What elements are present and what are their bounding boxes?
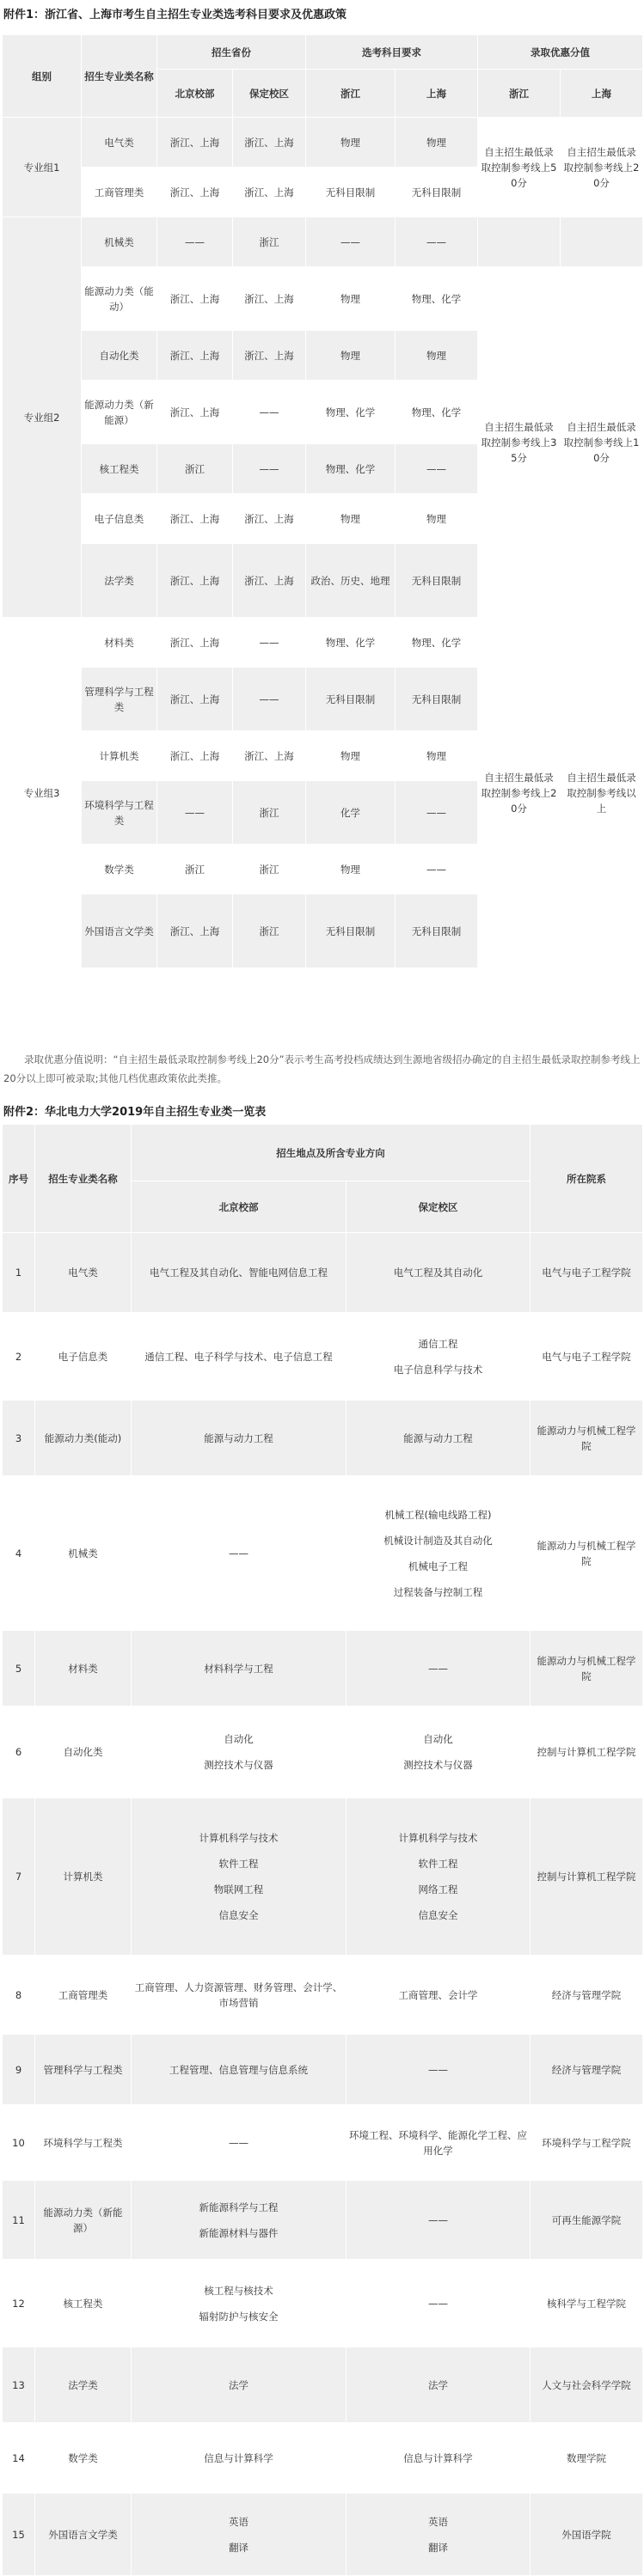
- major-cell: 电子信息类: [35, 1313, 132, 1401]
- direction-item: 工商管理、会计学: [398, 1988, 478, 2001]
- direction-item: 辐射防护与核安全: [199, 2310, 279, 2323]
- beijing-direction-cell: [132, 2105, 347, 2181]
- school-cell: 可再生能源学院: [531, 2181, 643, 2260]
- school-cell: 控制与计算机工程学院: [531, 1798, 643, 1956]
- direction-item: 软件工程: [418, 1858, 458, 1870]
- table-row: [3, 2260, 643, 2347]
- zhejiang-subject-cell: 物理: [306, 118, 396, 168]
- major-cell: 电气类: [82, 118, 157, 168]
- annex2-title: 附件2：华北电力大学2019年自主招生专业类一览表: [3, 1106, 267, 1119]
- row-number-cell: 8: [3, 1956, 35, 2035]
- zhejiang-subject-cell: 化学: [306, 781, 396, 845]
- shanghai-subject-cell: 物理: [396, 731, 478, 781]
- direction-item: ——: [428, 1662, 448, 1675]
- table-row: [3, 2347, 643, 2423]
- baoding-direction-cell: [347, 1956, 531, 2035]
- direction-item: 电子信息科学与技术: [393, 1363, 483, 1376]
- row-number-cell: 1: [3, 1233, 35, 1313]
- baoding-cell: 浙江: [233, 845, 306, 894]
- shanghai-subject-cell: 物理: [396, 494, 478, 544]
- baoding-direction-cell: [347, 2035, 531, 2105]
- bonus-cell: 自主招生最低录取控制参考线上10分: [561, 267, 643, 618]
- row-number-cell: 10: [3, 2105, 35, 2181]
- bonus-note: [3, 1050, 641, 1088]
- direction-item: 测控技术与仪器: [403, 1759, 473, 1771]
- major-cell: 数学类: [35, 2423, 132, 2494]
- shanghai-subject-cell: 无科目限制: [396, 168, 478, 217]
- beijing-direction-cell: [132, 1401, 347, 1476]
- bonus-cell-empty: [478, 217, 561, 267]
- direction-item: 能源与动力工程: [403, 1431, 473, 1444]
- major-cell: 自动化类: [35, 1706, 132, 1798]
- school-cell: 人文与社会科学学院: [531, 2347, 643, 2423]
- zhejiang-subject-cell: 物理、化学: [306, 381, 396, 444]
- major-cell: 材料类: [82, 618, 157, 668]
- direction-item: 电气工程及其自动化、智能电网信息工程: [150, 1267, 328, 1279]
- row-number-cell: 4: [3, 1476, 35, 1631]
- shanghai-subject-cell: 物理、化学: [396, 618, 478, 668]
- direction-item: 测控技术与仪器: [204, 1759, 273, 1771]
- school-cell: 能源动力与机械工程学院: [531, 1401, 643, 1476]
- baoding-cell: 浙江、上海: [233, 168, 306, 217]
- col-header-beijing: 北京校部: [132, 1181, 347, 1233]
- beijing-direction-cell: [132, 1798, 347, 1956]
- direction-item: 电气工程及其自动化: [393, 1267, 483, 1279]
- table-row: [3, 1706, 643, 1798]
- major-cell: 管理科学与工程类: [82, 668, 157, 731]
- direction-item: 自动化: [224, 1733, 254, 1745]
- direction-item: 自动化: [423, 1733, 453, 1745]
- direction-item: 新能源材料与器件: [199, 2226, 279, 2239]
- direction-item: 计算机科学与技术: [199, 1832, 279, 1844]
- major-cell: 电气类: [35, 1233, 132, 1313]
- shanghai-subject-cell: 物理: [396, 118, 478, 168]
- row-number-cell: 11: [3, 2181, 35, 2260]
- table-row: [3, 1476, 643, 1631]
- direction-item: 机械工程(输电线路工程): [384, 1508, 492, 1521]
- beijing-cell: 浙江、上海: [157, 731, 233, 781]
- major-cell: 能源动力类（新能源）: [35, 2181, 132, 2260]
- baoding-direction-cell: [347, 1798, 531, 1956]
- direction-item: 过程装备与控制工程: [393, 1585, 483, 1598]
- school-cell: 控制与计算机工程学院: [531, 1706, 643, 1798]
- row-number-cell: 2: [3, 1313, 35, 1401]
- shanghai-subject-cell: 物理: [396, 331, 478, 381]
- col-header-subject: 选考科目要求: [306, 35, 478, 70]
- beijing-direction-cell: [132, 1313, 347, 1401]
- row-number-cell: 5: [3, 1631, 35, 1706]
- table-row: [3, 1631, 643, 1706]
- major-cell: 电子信息类: [82, 494, 157, 544]
- table-row: [3, 2494, 643, 2576]
- zhejiang-subject-cell: 物理: [306, 845, 396, 894]
- beijing-direction-cell: [132, 1706, 347, 1798]
- major-cell: 能源动力类（新能源）: [82, 381, 157, 444]
- annex1-table: [2, 34, 643, 968]
- baoding-direction-cell: [347, 1631, 531, 1706]
- annex2-body: [3, 1233, 643, 2576]
- table-row: [3, 2035, 643, 2105]
- major-cell: 材料类: [35, 1631, 132, 1706]
- col-header-bonus: 录取优惠分值: [478, 35, 643, 70]
- group-cell: 专业组2: [3, 217, 82, 618]
- shanghai-subject-cell: 物理、化学: [396, 381, 478, 444]
- baoding-cell: 浙江、上海: [233, 331, 306, 381]
- school-cell: 电气与电子工程学院: [531, 1233, 643, 1313]
- row-number-cell: 3: [3, 1401, 35, 1476]
- baoding-cell: 浙江、上海: [233, 118, 306, 168]
- major-cell: 机械类: [35, 1476, 132, 1631]
- direction-item: 网络工程: [418, 1883, 458, 1895]
- shanghai-subject-cell: ——: [396, 444, 478, 494]
- table-row: [3, 2181, 643, 2260]
- zhejiang-subject-cell: 物理: [306, 267, 396, 331]
- table-row: [3, 1313, 643, 1401]
- direction-item: 法学: [229, 2378, 248, 2391]
- col-header-zhejiang-bonus: 浙江: [478, 70, 561, 118]
- major-cell: 外国语言文学类: [35, 2494, 132, 2576]
- major-cell: 外国语言文学类: [82, 894, 157, 968]
- baoding-cell: ——: [233, 381, 306, 444]
- beijing-cell: 浙江、上海: [157, 618, 233, 668]
- baoding-direction-cell: [347, 2347, 531, 2423]
- major-cell: 法学类: [82, 544, 157, 618]
- zhejiang-subject-cell: ——: [306, 217, 396, 267]
- table-row: [3, 1956, 643, 2035]
- direction-item: 翻译: [428, 2541, 448, 2554]
- zhejiang-subject-cell: 无科目限制: [306, 894, 396, 968]
- zhejiang-subject-cell: 物理、化学: [306, 444, 396, 494]
- major-cell: 计算机类: [35, 1798, 132, 1956]
- baoding-direction-cell: [347, 1706, 531, 1798]
- bonus-note-text: 录取优惠分值说明：“自主招生最低录取控制参考线上20分”表示考生高考投档成绩达到生源地省级招办确定的自主招生最低录取控制参考线上20分以上即可被录取;其他几档优惠政策依此类推。: [3, 1053, 641, 1084]
- direction-item: 机械设计制造及其自动化: [383, 1534, 493, 1547]
- major-cell: 核工程类: [35, 2260, 132, 2347]
- baoding-cell: 浙江、上海: [233, 267, 306, 331]
- direction-item: 法学: [428, 2378, 448, 2391]
- direction-item: ——: [428, 2063, 448, 2076]
- table-row: [3, 1798, 643, 1956]
- row-number-cell: 12: [3, 2260, 35, 2347]
- beijing-direction-cell: [132, 2260, 347, 2347]
- beijing-direction-cell: [132, 1631, 347, 1706]
- annex2-table: [2, 1124, 643, 2576]
- bonus-cell: 自主招生最低录取控制参考线上35分: [478, 267, 561, 618]
- beijing-cell: 浙江、上海: [157, 494, 233, 544]
- baoding-direction-cell: [347, 2494, 531, 2576]
- beijing-cell: ——: [157, 781, 233, 845]
- major-cell: 机械类: [82, 217, 157, 267]
- shanghai-subject-cell: ——: [396, 781, 478, 845]
- school-cell: 能源动力与机械工程学院: [531, 1631, 643, 1706]
- bonus-cell: 自主招生最低录取控制参考线上20分: [478, 618, 561, 968]
- zhejiang-subject-cell: 无科目限制: [306, 668, 396, 731]
- beijing-cell: 浙江、上海: [157, 894, 233, 968]
- beijing-direction-cell: [132, 1476, 347, 1631]
- direction-item: 通信工程、电子科学与技术、电子信息工程: [144, 1350, 333, 1363]
- beijing-direction-cell: [132, 1233, 347, 1313]
- beijing-direction-cell: [132, 2494, 347, 2576]
- baoding-cell: 浙江、上海: [233, 494, 306, 544]
- major-cell: 计算机类: [82, 731, 157, 781]
- row-number-cell: 15: [3, 2494, 35, 2576]
- baoding-direction-cell: [347, 2181, 531, 2260]
- school-cell: 外国语学院: [531, 2494, 643, 2576]
- beijing-cell: 浙江、上海: [157, 668, 233, 731]
- major-cell: 能源动力类（能动）: [82, 267, 157, 331]
- direction-item: 物联网工程: [213, 1883, 264, 1895]
- major-cell: 法学类: [35, 2347, 132, 2423]
- major-cell: 环境科学与工程类: [82, 781, 157, 845]
- school-cell: 环境科学与工程学院: [531, 2105, 643, 2181]
- col-header-shanghai: 上海: [396, 70, 478, 118]
- beijing-direction-cell: [132, 2181, 347, 2260]
- col-header-shanghai-bonus: 上海: [561, 70, 643, 118]
- bonus-cell-empty: [561, 217, 643, 267]
- beijing-cell: 浙江、上海: [157, 267, 233, 331]
- direction-item: 计算机科学与技术: [398, 1832, 478, 1844]
- school-cell: 能源动力与机械工程学院: [531, 1476, 643, 1631]
- col-header-major: 招生专业类名称: [35, 1125, 132, 1233]
- direction-item: 英语: [428, 2515, 448, 2528]
- col-header-baoding: 保定校区: [233, 70, 306, 118]
- baoding-cell: 浙江: [233, 781, 306, 845]
- col-header-beijing: 北京校部: [157, 70, 233, 118]
- bonus-cell: 自主招生最低录取控制参考线上20分: [561, 118, 643, 217]
- direction-item: 英语: [229, 2515, 248, 2528]
- col-header-major: 招生专业类名称: [82, 35, 157, 118]
- shanghai-subject-cell: 无科目限制: [396, 544, 478, 618]
- direction-item: 信息与计算科学: [403, 2451, 473, 2464]
- group-cell: 专业组3: [3, 618, 82, 968]
- beijing-direction-cell: [132, 1956, 347, 2035]
- baoding-direction-cell: [347, 2260, 531, 2347]
- direction-item: 信息安全: [218, 1909, 259, 1921]
- baoding-direction-cell: [347, 1313, 531, 1401]
- beijing-cell: 浙江: [157, 444, 233, 494]
- zhejiang-subject-cell: 物理: [306, 331, 396, 381]
- annex1-title: 附件1：浙江省、上海市考生自主招生专业类选考科目要求及优惠政策: [3, 9, 347, 21]
- zhejiang-subject-cell: 物理: [306, 731, 396, 781]
- direction-item: 信息与计算科学: [204, 2451, 273, 2464]
- direction-item: 工程管理、信息管理与信息系统: [169, 2063, 308, 2076]
- baoding-direction-cell: [347, 1401, 531, 1476]
- direction-item: ——: [229, 1547, 248, 1560]
- direction-item: 材料科学与工程: [204, 1662, 273, 1675]
- group-cell: 专业组1: [3, 118, 82, 217]
- beijing-cell: 浙江、上海: [157, 331, 233, 381]
- shanghai-subject-cell: 无科目限制: [396, 668, 478, 731]
- direction-item: 软件工程: [218, 1858, 259, 1870]
- col-header-zhejiang: 浙江: [306, 70, 396, 118]
- table-row: [3, 2423, 643, 2494]
- table-row: [3, 1233, 643, 1313]
- direction-item: 工商管理、人力资源管理、财务管理、会计学、市场营销: [134, 1981, 343, 2009]
- beijing-cell: 浙江: [157, 845, 233, 894]
- school-cell: 核科学与工程学院: [531, 2260, 643, 2347]
- table-row: [3, 1401, 643, 1476]
- major-cell: 工商管理类: [82, 168, 157, 217]
- baoding-direction-cell: [347, 2423, 531, 2494]
- baoding-cell: 浙江: [233, 217, 306, 267]
- baoding-cell: ——: [233, 668, 306, 731]
- bonus-cell: 自主招生最低录取控制参考线上50分: [478, 118, 561, 217]
- col-header-location: 招生地点及所含专业方向: [132, 1125, 531, 1181]
- col-header-group: 组别: [3, 35, 82, 118]
- col-header-no: 序号: [3, 1125, 35, 1233]
- direction-item: 核工程与核技术: [204, 2284, 273, 2297]
- beijing-direction-cell: [132, 2347, 347, 2423]
- school-cell: 电气与电子工程学院: [531, 1313, 643, 1401]
- beijing-direction-cell: [132, 2423, 347, 2494]
- school-cell: 经济与管理学院: [531, 2035, 643, 2105]
- baoding-cell: ——: [233, 618, 306, 668]
- row-number-cell: 7: [3, 1798, 35, 1956]
- shanghai-subject-cell: 物理、化学: [396, 267, 478, 331]
- row-number-cell: 9: [3, 2035, 35, 2105]
- beijing-cell: 浙江、上海: [157, 381, 233, 444]
- row-number-cell: 13: [3, 2347, 35, 2423]
- shanghai-subject-cell: ——: [396, 845, 478, 894]
- baoding-cell: 浙江、上海: [233, 544, 306, 618]
- direction-item: ——: [428, 2213, 448, 2226]
- row-number-cell: 14: [3, 2423, 35, 2494]
- col-header-province: 招生省份: [157, 35, 306, 70]
- major-cell: 工商管理类: [35, 1956, 132, 2035]
- direction-item: 通信工程: [418, 1337, 458, 1350]
- major-cell: 核工程类: [82, 444, 157, 494]
- school-cell: 经济与管理学院: [531, 1956, 643, 2035]
- baoding-cell: 浙江: [233, 894, 306, 968]
- school-cell: 数理学院: [531, 2423, 643, 2494]
- beijing-cell: 浙江、上海: [157, 118, 233, 168]
- zhejiang-subject-cell: 物理、化学: [306, 618, 396, 668]
- col-header-baoding: 保定校区: [347, 1181, 531, 1233]
- baoding-cell: 浙江、上海: [233, 731, 306, 781]
- col-header-school: 所在院系: [531, 1125, 643, 1233]
- direction-item: ——: [428, 2297, 448, 2310]
- table-row: [3, 2105, 643, 2181]
- direction-item: 翻译: [229, 2541, 248, 2554]
- baoding-direction-cell: [347, 2105, 531, 2181]
- beijing-cell: ——: [157, 217, 233, 267]
- direction-item: 信息安全: [418, 1909, 458, 1921]
- baoding-direction-cell: [347, 1233, 531, 1313]
- direction-item: ——: [229, 2136, 248, 2149]
- zhejiang-subject-cell: 无科目限制: [306, 168, 396, 217]
- direction-item: 新能源科学与工程: [199, 2201, 279, 2213]
- zhejiang-subject-cell: 物理: [306, 494, 396, 544]
- direction-item: 能源与动力工程: [204, 1431, 273, 1444]
- major-cell: 自动化类: [82, 331, 157, 381]
- zhejiang-subject-cell: 政治、历史、地理: [306, 544, 396, 618]
- shanghai-subject-cell: ——: [396, 217, 478, 267]
- baoding-direction-cell: [347, 1476, 531, 1631]
- bonus-cell: 自主招生最低录取控制参考线以上: [561, 618, 643, 968]
- major-cell: 环境科学与工程类: [35, 2105, 132, 2181]
- shanghai-subject-cell: 无科目限制: [396, 894, 478, 968]
- major-cell: 能源动力类(能动): [35, 1401, 132, 1476]
- direction-item: 机械电子工程: [408, 1560, 468, 1572]
- beijing-cell: 浙江、上海: [157, 544, 233, 618]
- beijing-cell: 浙江、上海: [157, 168, 233, 217]
- major-cell: 管理科学与工程类: [35, 2035, 132, 2105]
- beijing-direction-cell: [132, 2035, 347, 2105]
- direction-item: 环境工程、环境科学、能源化学工程、应用化学: [349, 2128, 527, 2157]
- baoding-cell: ——: [233, 444, 306, 494]
- major-cell: 数学类: [82, 845, 157, 894]
- row-number-cell: 6: [3, 1706, 35, 1798]
